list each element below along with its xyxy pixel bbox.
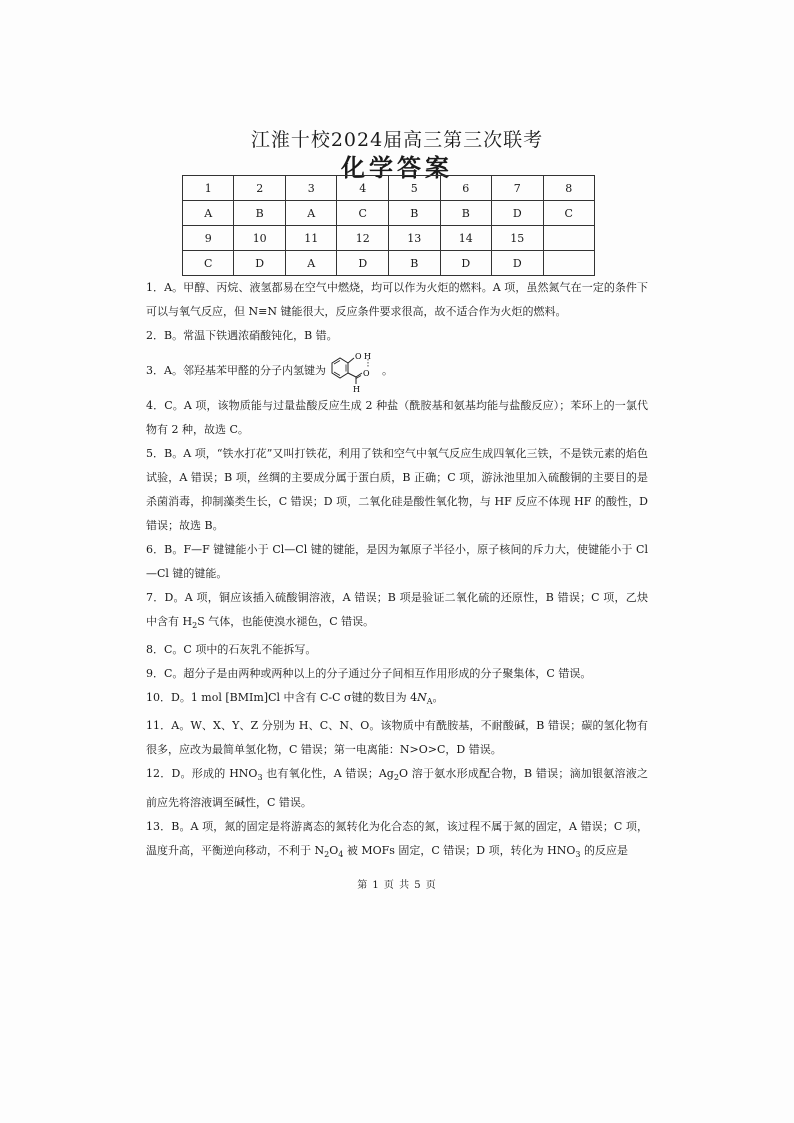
- text-segment: O: [329, 843, 339, 857]
- explanation-q1: 1．A。甲醇、丙烷、液氢都易在空气中燃烧，均可以作为火炬的燃料。A 项，虽然氮气在一定的条件下可以与氧气反应，但 N≡N 键能很大，反应条件要求很高，故不适合作为火炬的燃料。: [146, 281, 648, 318]
- table-cell: 1: [183, 176, 234, 201]
- explanation-q3-end: 。: [381, 364, 393, 377]
- table-cell: D: [492, 251, 544, 276]
- page-footer: 第 1 页 共 5 页: [357, 880, 437, 891]
- explanation-q8: 8．C。C 项中的石灰乳不能拆写。: [146, 643, 317, 657]
- subscript: 3: [575, 849, 581, 859]
- text-segment: 10．D。1 mol [BMIm]Cl 中含有 C-C σ键的数目为 4: [146, 691, 418, 705]
- table-cell: C: [337, 201, 389, 226]
- text-segment: S 气体，也能使溴水褪色，C 错误。: [197, 615, 375, 628]
- table-cell: B: [388, 201, 440, 226]
- subscript: 2: [324, 849, 330, 859]
- explanation-q13: [146, 815, 648, 867]
- explanation-q3: [146, 348, 648, 394]
- subscript: A: [426, 697, 433, 707]
- explanation-q6: 6．B。F—F 键键能小于 Cl—Cl 键的键能，是因为氟原子半径小，原子核间的斥力大，使键能小于 Cl—Cl 键的键能。: [146, 543, 648, 580]
- italic-symbol: N: [417, 691, 427, 705]
- table-row: [183, 201, 595, 226]
- table-row: [183, 226, 595, 251]
- text-segment: 也有氧化性，A 错误；Ag: [262, 767, 394, 781]
- table-cell: 8: [543, 176, 594, 201]
- subject-title: 化学答案: [341, 154, 453, 182]
- text-segment: 7．D。A 项，铜应该插入硫酸铜溶液，A 错误；B 项是验证二氧化硫的还原性，B 错误；C 项，乙炔中含有 H: [146, 591, 648, 628]
- exam-title: 江淮十校2024届高三第三次联考: [250, 129, 544, 151]
- table-cell: 9: [183, 226, 234, 251]
- text-segment: 被 MOFs 固定，C 错误；D 项，转化为 HNO: [343, 843, 576, 857]
- explanation-q9: 9．C。超分子是由两种或两种以上的分子通过分子间相互作用形成的分子聚集体，C 错误。: [146, 667, 592, 681]
- table-cell: D: [234, 251, 286, 276]
- explanation-q2: 2．B。常温下铁遇浓硝酸钝化，B 错。: [146, 329, 338, 342]
- salicylaldehyde-hbond-structure: [326, 348, 382, 394]
- table-cell: 6: [440, 176, 492, 201]
- table-cell: 12: [337, 226, 389, 251]
- subscript: 2: [192, 621, 198, 631]
- table-cell: B: [388, 251, 440, 276]
- text-segment: 12．D。形成的 HNO: [146, 767, 258, 781]
- explanation-q12: [146, 762, 648, 814]
- explanations: [146, 276, 648, 867]
- table-cell: 5: [388, 176, 440, 201]
- table-cell: B: [234, 201, 286, 226]
- table-cell: A: [183, 201, 234, 226]
- table-cell: 7: [492, 176, 544, 201]
- table-cell: 15: [492, 226, 544, 251]
- table-cell: 11: [285, 226, 337, 251]
- text-segment: 13．B。A 项，氮的固定是将游离态的氮转化为化合态的氮，该过程不属于氮的固定，A 错误；C 项，温度升高，平衡逆向移动，不利于 N: [146, 819, 648, 857]
- text-segment: O 溶于氨水形成配合物，B 错误；滴加银氨溶液之前应先将溶液调至碱性，C 错误。: [146, 767, 649, 809]
- explanation-q11: 11．A。W、X、Y、Z 分别为 H、C、N、O。该物质中有酰胺基，不耐酸碱，B 错误；碳的氢化物有很多，应改为最简单氢化物，C 错误；第一电离能：N>O>C，D 错误。: [146, 719, 648, 757]
- table-row: [183, 251, 595, 276]
- oxygen-label: O: [354, 352, 362, 361]
- table-cell: A: [285, 201, 337, 226]
- table-cell: 10: [234, 226, 286, 251]
- explanation-q3-text: 3．A。邻羟基苯甲醛的分子内氢键为: [146, 364, 326, 377]
- text-segment: 。: [432, 691, 444, 705]
- table-cell: C: [183, 251, 234, 276]
- table-cell: 14: [440, 226, 492, 251]
- explanation-q10: [146, 686, 648, 714]
- table-cell: D: [440, 251, 492, 276]
- table-cell: B: [440, 201, 492, 226]
- subscript: 3: [257, 773, 263, 783]
- hydrogen-label: H: [363, 352, 371, 361]
- explanation-q5: 5．B。A 项，“铁水打花”又叫打铁花，利用了铁和空气中氧气反应生成四氧化三铁，不是铁元素的焰色试验，A 错误；B 项，丝绸的主要成分属于蛋白质，B 正确；C 项，游泳池里加入硫酸铜的主要目的是杀菌消毒，抑制藻类生长，C 错误；D 项，二氧化硅是酸性氧化物，与 HF 反应不体现 HF 的酸性，D 错误；故选 B。: [146, 447, 648, 532]
- subscript: 2: [393, 773, 399, 783]
- table-cell: 3: [285, 176, 337, 201]
- text-segment: 的反应是: [580, 843, 628, 857]
- table-cell: [543, 226, 594, 251]
- table-cell: D: [492, 201, 544, 226]
- table-cell: A: [285, 251, 337, 276]
- table-cell: 2: [234, 176, 286, 201]
- oxygen-label: O: [362, 369, 370, 378]
- explanation-q4: 4．C。A 项，该物质能与过量盐酸反应生成 2 种盐（酰胺基和氨基均能与盐酸反应）；苯环上的一氯代物有 2 种，故选 C。: [146, 399, 648, 436]
- hydrogen-label: H: [352, 385, 360, 394]
- subscript: 4: [338, 849, 344, 859]
- table-cell: [543, 251, 594, 276]
- explanation-q7: [146, 586, 648, 638]
- table-cell: 13: [388, 226, 440, 251]
- table-cell: 4: [337, 176, 389, 201]
- answer-table: [182, 175, 595, 276]
- table-row: [183, 176, 595, 201]
- table-cell: D: [337, 251, 389, 276]
- table-cell: C: [543, 201, 594, 226]
